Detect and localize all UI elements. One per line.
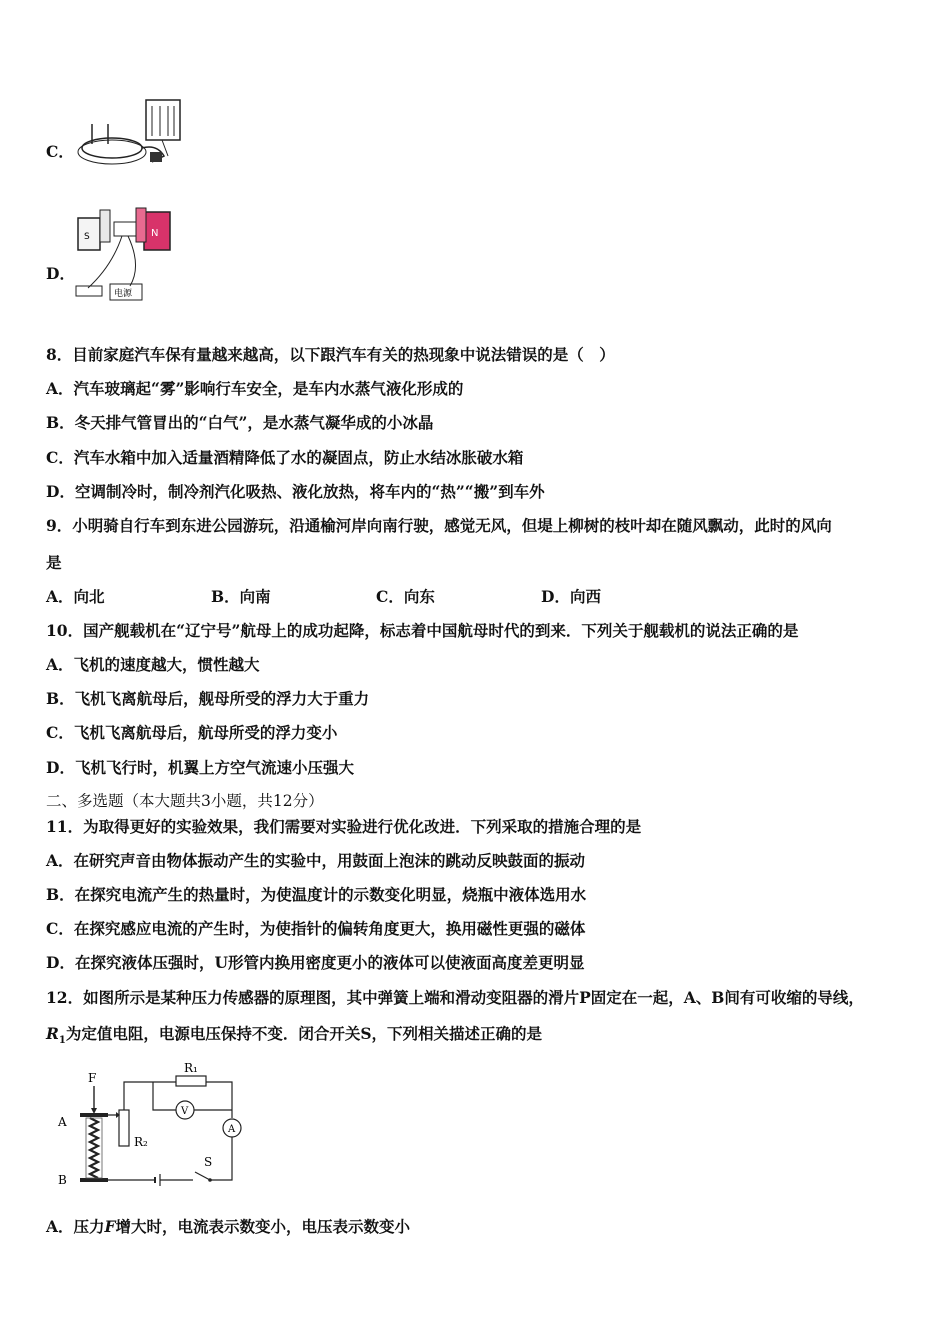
q8-option-a: A．汽车玻璃起“雾”影响行车安全，是车内水蒸气液化形成的 bbox=[46, 379, 464, 398]
section-heading: 二、多选题（本大题共3小题，共12分） bbox=[46, 792, 324, 810]
figure-d-magnet-induction bbox=[72, 206, 182, 306]
q11-option-d: D．在探究液体压强时，U形管内换用密度更小的液体可以使液面高度差更明显 bbox=[46, 953, 585, 972]
q11-option-c: C．在探究感应电流的产生时，为使指针的偏转角度更大，换用磁性更强的磁体 bbox=[46, 919, 586, 938]
r1-subscript: 1 bbox=[58, 1035, 66, 1047]
ammeter-label: A bbox=[228, 1124, 236, 1135]
q12-a-post: 增大时，电流表示数变小，电压表示数变小 bbox=[115, 1217, 411, 1236]
figure-pressure-sensor-circuit bbox=[50, 1060, 250, 1195]
q10-option-b: B．飞机飞离航母后，舰母所受的浮力大于重力 bbox=[46, 689, 370, 708]
terminal-a-label: A bbox=[58, 1115, 67, 1129]
magnet-n-pole: N bbox=[151, 228, 159, 239]
q9-stem: 9．小明骑自行车到东进公园游玩，沿通榆河岸向南行驶，感觉无风，但堤上柳树的枝叶却在随风飘动，此时的风向 bbox=[46, 516, 832, 535]
magnet-s-pole: S bbox=[84, 232, 90, 242]
r1-symbol: R bbox=[46, 1024, 59, 1043]
q9-option-c: C．向东 bbox=[376, 587, 435, 606]
r2-label: R₂ bbox=[134, 1135, 148, 1149]
q11-option-a: A．在研究声音由物体振动产生的实验中，用鼓面上泡沫的跳动反映鼓面的振动 bbox=[46, 851, 586, 870]
q12-stem: 12．如图所示是某种压力传感器的原理图，其中弹簧上端和滑动变阻器的滑片P固定在一起，A、B间有可收缩的导线， bbox=[46, 988, 864, 1007]
q12-stem-cont bbox=[46, 1022, 542, 1046]
q8-option-d: D．空调制冷时，制冷剂汽化吸热、液化放热，将车内的“热”“搬”到车外 bbox=[46, 482, 545, 501]
figure-c-electric-bell bbox=[72, 96, 192, 174]
q11-stem: 11．为取得更好的实验效果，我们需要对实验进行优化改进．下列采取的措施合理的是 bbox=[46, 817, 642, 836]
q11-option-b: B．在探究电流产生的热量时，为使温度计的示数变化明显，烧瓶中液体选用水 bbox=[46, 885, 587, 904]
terminal-b-label: B bbox=[58, 1173, 67, 1187]
q9-option-b: B．向南 bbox=[211, 587, 271, 606]
q8-option-c: C．汽车水箱中加入适量酒精降低了水的凝固点，防止水结冰胀破水箱 bbox=[46, 448, 524, 467]
q12-a-pre: A．压力 bbox=[46, 1217, 105, 1236]
option-d-label: D． bbox=[46, 264, 75, 283]
force-label: F bbox=[88, 1071, 97, 1085]
switch-label: S bbox=[204, 1155, 213, 1169]
q8-stem: 8．目前家庭汽车保有量越来越高，以下跟汽车有关的热现象中说法错误的是（ ） bbox=[46, 345, 615, 364]
power-box-label: 电源 bbox=[114, 289, 133, 299]
force-symbol: F bbox=[104, 1217, 116, 1236]
q9-stem-cont: 是 bbox=[46, 553, 62, 572]
q8-option-b: B．冬天排气管冒出的“白气”，是水蒸气凝华成的小冰晶 bbox=[46, 413, 434, 432]
q12-stem-rest: 为定值电阻，电源电压保持不变．闭合开关S，下列相关描述正确的是 bbox=[65, 1024, 543, 1043]
r1-label: R₁ bbox=[184, 1061, 198, 1075]
q10-option-a: A．飞机的速度越大，惯性越大 bbox=[46, 655, 260, 674]
q12-option-a bbox=[46, 1215, 410, 1237]
q9-option-d: D．向西 bbox=[541, 587, 601, 606]
q9-option-a: A．向北 bbox=[46, 587, 105, 606]
q10-stem: 10．国产舰载机在“辽宁号”航母上的成功起降，标志着中国航母时代的到来．下列关于舰载机的说法正确的是 bbox=[46, 621, 799, 640]
q10-option-c: C．飞机飞离航母后，航母所受的浮力变小 bbox=[46, 723, 338, 742]
option-c-label: C． bbox=[46, 142, 74, 161]
voltmeter-label: V bbox=[181, 1106, 189, 1117]
q10-option-d: D．飞机飞行时，机翼上方空气流速小压强大 bbox=[46, 758, 354, 777]
